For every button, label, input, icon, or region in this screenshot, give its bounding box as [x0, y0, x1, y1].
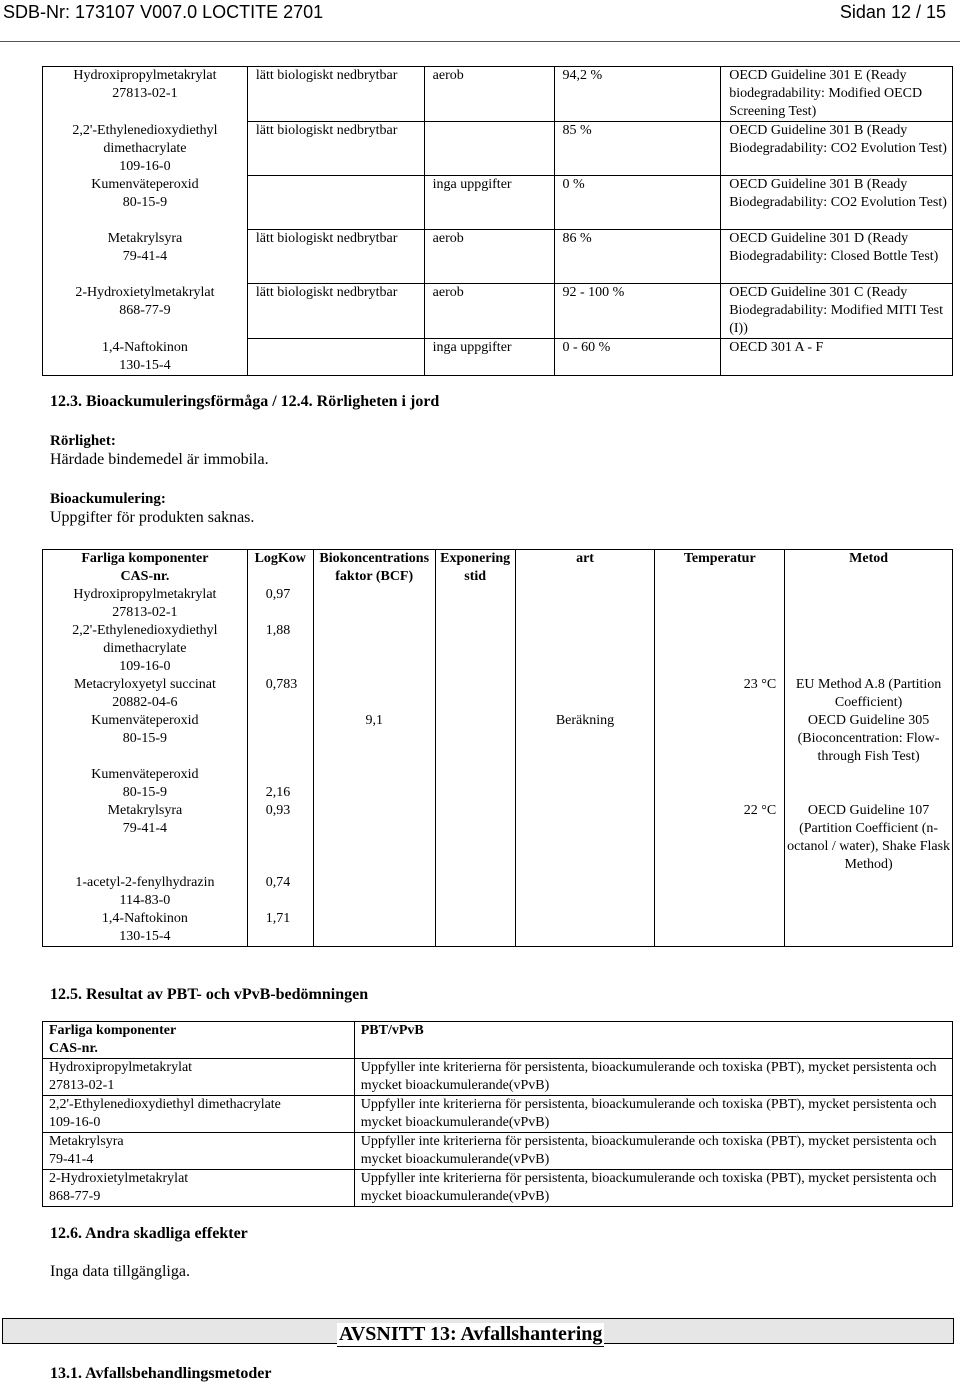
method-cell: OECD Guideline 301 B (Ready Biodegradability: CO2 Evolution Test) — [721, 122, 953, 176]
component-name: Kumenväteperoxid — [91, 767, 199, 782]
exposure-cell — [435, 586, 515, 622]
logkow-cell — [247, 712, 313, 766]
value-cell: 0 % — [554, 176, 721, 230]
cas-number: 80-15-9 — [122, 731, 168, 746]
component-name: 1,4-Naftokinon — [101, 339, 188, 355]
pbt-table — [42, 1021, 953, 1207]
col-header-component: Farliga komponenter CAS-nr. — [43, 550, 248, 587]
result-cell: lätt biologiskt nedbrytbar — [247, 67, 424, 122]
exposure-cell — [435, 712, 515, 766]
component-cell — [43, 874, 248, 910]
section-12-6-text: Inga data tillgängliga. — [50, 1263, 190, 1280]
exposure-cell — [435, 622, 515, 676]
cas-number: 114-83-0 — [119, 893, 171, 908]
method-cell — [785, 622, 953, 676]
component-name: 2-Hydroxietylmetakrylat — [75, 284, 215, 300]
art-cell — [515, 766, 655, 802]
value-cell: 85 % — [554, 122, 721, 176]
exposure-cell — [435, 910, 515, 947]
logkow-cell: 2,16 — [247, 766, 313, 802]
condition-cell: aerob — [424, 284, 554, 339]
section-13-title: AVSNITT 13: Avfallshantering — [339, 1323, 603, 1345]
component-name: 2,2'-Ethylenedioxydiethyl dimethacrylate — [49, 1097, 281, 1112]
bcf-cell — [313, 676, 435, 712]
exposure-cell — [435, 874, 515, 910]
cas-number: 79-41-4 — [49, 1152, 94, 1167]
condition-cell: inga uppgifter — [424, 339, 554, 376]
logkow-cell: 1,88 — [247, 622, 313, 676]
component-cell — [43, 1096, 355, 1133]
component-name: Metakrylsyra — [49, 1134, 124, 1149]
art-cell — [515, 802, 655, 874]
temperature-cell — [655, 766, 785, 802]
component-name: 1,4-Naftokinon — [101, 911, 188, 926]
component-cell — [43, 1059, 355, 1096]
component-name: Hydroxipropylmetakrylat — [73, 587, 217, 602]
logkow-cell: 1,71 — [247, 910, 313, 947]
component-cell — [43, 122, 248, 176]
table-row — [43, 122, 953, 176]
component-cell — [43, 766, 248, 802]
result-cell — [247, 339, 424, 376]
method-cell: EU Method A.8 (Partition Coefficient) — [785, 676, 953, 712]
table-row — [43, 622, 953, 676]
pbt-cell: Uppfyller inte kriterierna för persistenta, bioackumulerande och toxiska (PBT), mycket persistenta och mycket bioackumulerande(vPvB) — [354, 1059, 952, 1096]
table-row — [43, 802, 953, 874]
component-cell — [43, 802, 248, 874]
method-cell: OECD Guideline 305 (Bioconcentration: Flow-through Fish Test) — [785, 712, 953, 766]
result-cell — [247, 176, 424, 230]
col-header-method: Metod — [785, 550, 953, 587]
col-header-art: art — [515, 550, 655, 587]
temperature-cell: 23 °C — [655, 676, 785, 712]
component-cell — [43, 586, 248, 622]
cas-number: 109-16-0 — [49, 1115, 101, 1130]
temperature-cell — [655, 586, 785, 622]
cas-number: 80-15-9 — [122, 194, 168, 210]
pbt-cell: Uppfyller inte kriterierna för persistenta, bioackumulerande och toxiska (PBT), mycket persistenta och mycket bioackumulerande(vPvB) — [354, 1096, 952, 1133]
section-13-banner — [2, 1318, 954, 1344]
table-row — [43, 176, 953, 230]
condition-cell: inga uppgifter — [424, 176, 554, 230]
cas-number: 79-41-4 — [122, 821, 168, 836]
logkow-cell: 0,97 — [247, 586, 313, 622]
header-divider — [0, 41, 960, 42]
cas-number: 109-16-0 — [119, 659, 171, 674]
component-cell — [43, 339, 248, 376]
section-12-6-heading: 12.6. Andra skadliga effekter — [50, 1225, 248, 1242]
cas-number: 20882-04-6 — [112, 695, 178, 710]
cas-number: 80-15-9 — [122, 785, 168, 800]
table-row — [43, 1133, 953, 1170]
cas-number: 868-77-9 — [49, 1189, 101, 1204]
method-cell — [785, 874, 953, 910]
art-cell — [515, 676, 655, 712]
page-number: Sidan 12 / 15 — [839, 2, 946, 22]
page-header — [0, 0, 960, 30]
col-header-exposure: Exponering stid — [435, 550, 515, 587]
cas-number: 130-15-4 — [119, 929, 171, 944]
value-cell: 92 - 100 % — [554, 284, 721, 339]
method-cell: OECD Guideline 107 (Partition Coefficient (n-octanol / water), Shake Flask Method) — [785, 802, 953, 874]
col-header-pbt: PBT/vPvB — [354, 1022, 952, 1059]
result-cell: lätt biologiskt nedbrytbar — [247, 230, 424, 284]
bcf-cell — [313, 586, 435, 622]
pbt-cell: Uppfyller inte kriterierna för persistenta, bioackumulerande och toxiska (PBT), mycket persistenta och mycket bioackumulerande(vPvB) — [354, 1170, 952, 1207]
condition-cell: aerob — [424, 230, 554, 284]
bcf-cell — [313, 766, 435, 802]
cas-number: 868-77-9 — [119, 302, 171, 318]
mobility-text: Härdade bindemedel är immobila. — [50, 451, 269, 468]
value-cell: 94,2 % — [554, 67, 721, 122]
temperature-cell — [655, 622, 785, 676]
cas-number: 109-16-0 — [119, 158, 171, 174]
cas-number: 130-15-4 — [119, 357, 171, 373]
temperature-cell: 22 °C — [655, 802, 785, 874]
cas-number: 79-41-4 — [122, 248, 168, 264]
bcf-cell — [313, 874, 435, 910]
mobility-label: Rörlighet: — [50, 433, 116, 449]
table-row — [43, 1059, 953, 1096]
bioaccumulation-label: Bioackumulering: — [50, 491, 166, 507]
result-cell: lätt biologiskt nedbrytbar — [247, 122, 424, 176]
temperature-cell — [655, 874, 785, 910]
exposure-cell — [435, 802, 515, 874]
component-cell — [43, 1133, 355, 1170]
table-row — [43, 676, 953, 712]
component-cell — [43, 176, 248, 230]
exposure-cell — [435, 766, 515, 802]
table-row — [43, 339, 953, 376]
logkow-cell: 0,783 — [247, 676, 313, 712]
method-cell — [785, 586, 953, 622]
component-cell — [43, 284, 248, 339]
value-cell: 0 - 60 % — [554, 339, 721, 376]
cas-number: 27813-02-1 — [49, 1078, 115, 1093]
component-cell — [43, 230, 248, 284]
section-12-5-heading: 12.5. Resultat av PBT- och vPvB-bedömningen — [50, 986, 369, 1003]
bcf-cell — [313, 910, 435, 947]
table-row — [43, 284, 953, 339]
method-cell — [785, 766, 953, 802]
component-cell — [43, 910, 248, 947]
art-cell: Beräkning — [515, 712, 655, 766]
component-cell — [43, 676, 248, 712]
method-cell: OECD 301 A - F — [721, 339, 953, 376]
table-row — [43, 1096, 953, 1133]
condition-cell: aerob — [424, 67, 554, 122]
degradation-table — [42, 66, 953, 376]
section-13-1-heading: 13.1. Avfallsbehandlingsmetoder — [50, 1365, 272, 1382]
art-cell — [515, 586, 655, 622]
bioaccumulation-table — [42, 549, 953, 947]
method-cell: OECD Guideline 301 B (Ready Biodegradability: CO2 Evolution Test) — [721, 176, 953, 230]
value-cell: 86 % — [554, 230, 721, 284]
component-cell — [43, 67, 248, 122]
component-cell — [43, 622, 248, 676]
pbt-cell: Uppfyller inte kriterierna för persistenta, bioackumulerande och toxiska (PBT), mycket persistenta och mycket bioackumulerande(vPvB) — [354, 1133, 952, 1170]
logkow-cell: 0,74 — [247, 874, 313, 910]
col-header-logkow: LogKow — [247, 550, 313, 587]
table-row — [43, 1170, 953, 1207]
method-cell: OECD Guideline 301 D (Ready Biodegradability: Closed Bottle Test) — [721, 230, 953, 284]
method-cell: OECD Guideline 301 E (Ready biodegradability: Modified OECD Screening Test) — [721, 67, 953, 122]
method-cell: OECD Guideline 301 C (Ready Biodegradability: Modified MITI Test (I)) — [721, 284, 953, 339]
component-cell — [43, 712, 248, 766]
table-row — [43, 712, 953, 766]
bcf-cell: 9,1 — [313, 712, 435, 766]
table-row — [43, 586, 953, 622]
component-name: Metacryloxyetyl succinat — [73, 677, 216, 692]
col-header-bcf: Biokoncentrations faktor (BCF) — [313, 550, 435, 587]
method-cell — [785, 910, 953, 947]
result-cell: lätt biologiskt nedbrytbar — [247, 284, 424, 339]
col-header-temperature: Temperatur — [655, 550, 785, 587]
table-row — [43, 910, 953, 947]
component-cell — [43, 1170, 355, 1207]
art-cell — [515, 874, 655, 910]
art-cell — [515, 910, 655, 947]
table-row — [43, 766, 953, 802]
component-name: Metakrylsyra — [107, 803, 183, 818]
cas-number: 27813-02-1 — [112, 86, 178, 101]
component-name: Kumenväteperoxid — [91, 176, 199, 192]
table-row — [43, 230, 953, 284]
component-name: 1-acetyl-2-fenylhydrazin — [75, 875, 215, 890]
component-name: 2,2'-Ethylenedioxydiethyl dimethacrylate — [72, 122, 218, 156]
component-name: Hydroxipropylmetakrylat — [49, 1060, 193, 1075]
section-12-3-heading: 12.3. Bioackumuleringsförmåga / 12.4. Rörligheten i jord — [50, 393, 440, 410]
table-row — [43, 874, 953, 910]
bioaccumulation-text: Uppgifter för produkten saknas. — [50, 509, 255, 526]
cas-number: 27813-02-1 — [112, 605, 178, 620]
document-id: SDB-Nr: 173107 V007.0 LOCTITE 2701 — [3, 2, 324, 22]
component-name: Kumenväteperoxid — [91, 713, 199, 728]
component-name: 2,2'-Ethylenedioxydiethyl dimethacrylate — [72, 623, 218, 656]
art-cell — [515, 622, 655, 676]
temperature-cell — [655, 910, 785, 947]
component-name: 2-Hydroxietylmetakrylat — [49, 1171, 189, 1186]
temperature-cell — [655, 712, 785, 766]
component-name: Metakrylsyra — [107, 230, 183, 246]
bcf-cell — [313, 622, 435, 676]
table-row — [43, 67, 953, 122]
logkow-cell: 0,93 — [247, 802, 313, 874]
col-header-component: Farliga komponenter CAS-nr. — [43, 1022, 355, 1059]
condition-cell — [424, 122, 554, 176]
bcf-cell — [313, 802, 435, 874]
exposure-cell — [435, 676, 515, 712]
component-name: Hydroxipropylmetakrylat — [73, 68, 217, 83]
